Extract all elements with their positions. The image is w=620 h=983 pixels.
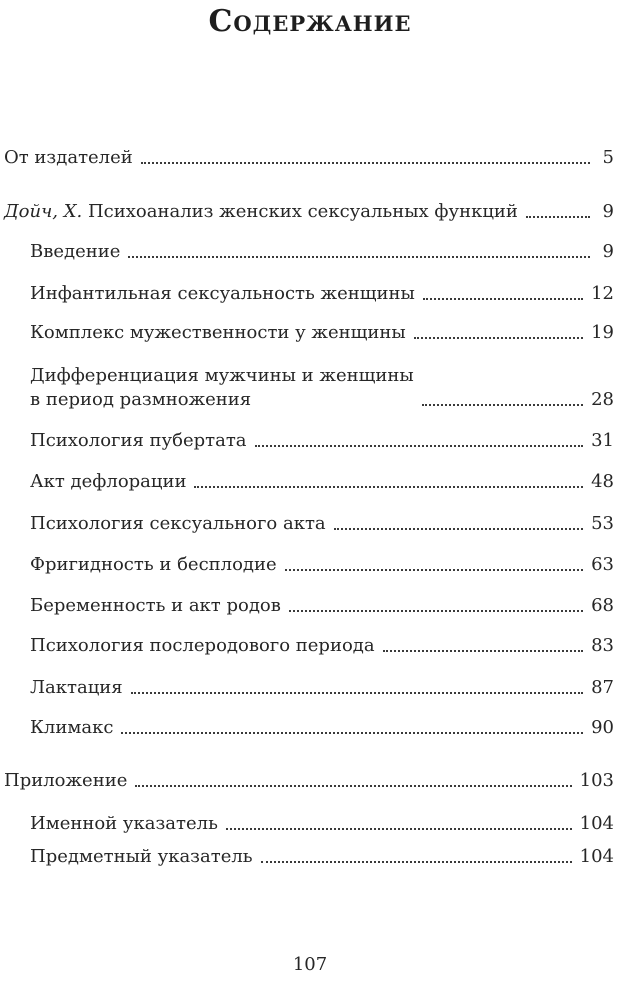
- toc-entry-label: Беременность и акт родов: [30, 595, 281, 616]
- toc-entry-page: 5: [602, 147, 614, 168]
- toc-entry-label: Психология пубертата: [30, 430, 247, 451]
- toc-entry-label: [30, 364, 414, 412]
- toc-entry-label: Фригидность и бесплодие: [30, 554, 277, 575]
- toc-entry-infantile-sexuality[interactable]: [30, 282, 614, 306]
- dot-leader: [255, 445, 584, 447]
- toc-entry-page: 9: [602, 241, 614, 262]
- toc-entry-frigidity[interactable]: [30, 553, 614, 577]
- toc-entry-differentiation[interactable]: [30, 364, 614, 412]
- toc-entry-label: Инфантильная сексуальность женщины: [30, 283, 415, 304]
- toc-entry-lactation[interactable]: [30, 676, 614, 700]
- toc-entry-page: 12: [591, 283, 614, 304]
- toc-entry-page: 83: [591, 635, 614, 656]
- toc-entry-page: 28: [591, 389, 614, 410]
- page-number: 107: [292, 954, 328, 975]
- toc-entry-page: 90: [591, 717, 614, 738]
- toc-entry-label: Именной указатель: [30, 813, 218, 834]
- dot-leader: [526, 216, 590, 218]
- toc-entry-label-line2: в период размножения: [30, 389, 252, 410]
- dot-leader: [121, 732, 583, 734]
- toc-entry-deutsch[interactable]: [4, 200, 614, 224]
- toc-entry-pregnancy[interactable]: [30, 594, 614, 618]
- toc-entry-name-index[interactable]: [30, 812, 614, 836]
- toc-entry-label: Комплекс мужественности у женщины: [30, 322, 406, 343]
- dot-leader: [423, 298, 583, 300]
- toc-entry-author: Дойч, Х.: [4, 201, 83, 222]
- toc-entry-subject-index[interactable]: [30, 845, 614, 869]
- toc-entry-label: [4, 200, 518, 224]
- toc-entry-title: Психоанализ женских сексуальных функций: [87, 201, 518, 222]
- toc-entry-label: От издателей: [4, 147, 133, 168]
- toc-entry-page: 31: [591, 430, 614, 451]
- toc-entry-label: Акт дефлорации: [30, 471, 187, 492]
- dot-leader: [383, 650, 583, 652]
- page-title: Содержание: [208, 4, 412, 39]
- toc-entry-page: 9: [602, 201, 614, 222]
- dot-leader: [194, 486, 583, 488]
- dot-leader: [131, 692, 583, 694]
- toc-entry-publishers[interactable]: [4, 146, 614, 170]
- dot-leader: [334, 528, 583, 530]
- toc-entry-sexual-act[interactable]: [30, 512, 614, 536]
- toc-entry-defloration[interactable]: [30, 470, 614, 494]
- toc-entry-appendix[interactable]: [4, 769, 614, 793]
- toc-entry-masculinity-complex[interactable]: [30, 321, 614, 345]
- toc-entry-puberty[interactable]: [30, 429, 614, 453]
- dot-leader: [414, 337, 583, 339]
- toc-entry-page: 19: [591, 322, 614, 343]
- toc-entry-page: 63: [591, 554, 614, 575]
- toc-entry-label: Лактация: [30, 677, 123, 698]
- dot-leader: [285, 569, 583, 571]
- toc-entry-label: Предметный указатель: [30, 846, 253, 867]
- dot-leader: [261, 861, 572, 863]
- toc-entry-climax[interactable]: [30, 716, 614, 740]
- toc-entry-page: 68: [591, 595, 614, 616]
- toc-entry-page: 104: [579, 813, 614, 834]
- toc-entry-page: 87: [591, 677, 614, 698]
- toc-entry-label: Приложение: [4, 770, 128, 791]
- toc-entry-label: Психология послеродового периода: [30, 635, 375, 656]
- toc-entry-label-line1: Дифференциация мужчины и женщины: [30, 365, 414, 386]
- toc-entry-label: Введение: [30, 241, 121, 262]
- dot-leader: [422, 404, 583, 406]
- toc-entry-introduction[interactable]: [30, 240, 614, 264]
- dot-leader: [135, 785, 571, 787]
- toc-entry-label: Психология сексуального акта: [30, 513, 326, 534]
- toc-entry-page: 104: [579, 846, 614, 867]
- dot-leader: [141, 162, 590, 164]
- toc-entry-postpartum[interactable]: [30, 634, 614, 658]
- dot-leader: [289, 610, 583, 612]
- dot-leader: [226, 828, 572, 830]
- toc-entry-label: Климакс: [30, 717, 114, 738]
- toc-entry-page: 48: [591, 471, 614, 492]
- toc-entry-page: 53: [591, 513, 614, 534]
- dot-leader: [128, 256, 590, 258]
- toc-entry-page: 103: [579, 770, 614, 791]
